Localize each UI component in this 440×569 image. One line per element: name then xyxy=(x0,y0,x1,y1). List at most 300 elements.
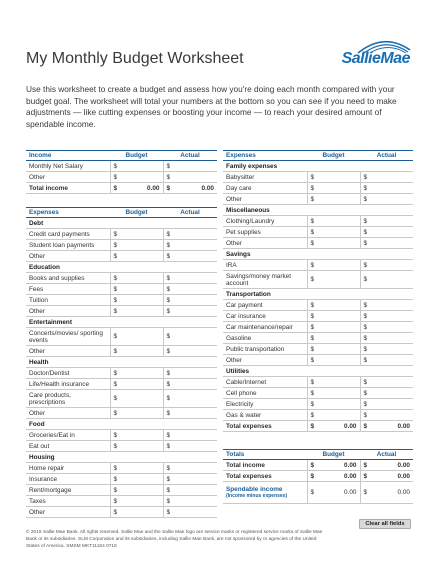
dollar-sign: $ xyxy=(166,307,171,315)
row-label: Car payment xyxy=(223,300,307,311)
right-expenses-table xyxy=(223,150,413,432)
budget-input-field[interactable] xyxy=(110,161,163,172)
row-label: Other xyxy=(26,172,110,183)
dollar-sign: $ xyxy=(113,395,118,402)
budget-column-header: Budget xyxy=(110,151,163,161)
dollar-sign: $ xyxy=(363,345,368,353)
dollar-sign: $ xyxy=(113,162,118,170)
row-label: Home repair xyxy=(26,463,110,474)
row-label: Other xyxy=(223,355,307,366)
actual-input-field[interactable] xyxy=(360,216,413,227)
budget-input-field[interactable] xyxy=(307,300,360,311)
budget-input-field[interactable] xyxy=(110,346,163,357)
category-label: Health xyxy=(26,357,217,368)
expense-row xyxy=(26,306,217,317)
dollar-sign: $ xyxy=(310,301,315,309)
budget-input-field[interactable] xyxy=(110,507,163,518)
budget-input-field[interactable] xyxy=(110,229,163,240)
row-label: Total expenses xyxy=(223,421,307,432)
budget-input-field[interactable] xyxy=(307,355,360,366)
expense-row xyxy=(26,368,217,379)
actual-input-field[interactable] xyxy=(360,172,413,183)
dollar-sign: $ xyxy=(113,431,118,439)
actual-input-field[interactable] xyxy=(360,355,413,366)
budget-column-header: Budget xyxy=(307,151,360,161)
actual-input-field[interactable] xyxy=(360,260,413,271)
budget-input-field[interactable] xyxy=(110,441,163,452)
dollar-sign: $ xyxy=(166,173,171,181)
dollar-sign: $ xyxy=(363,312,368,320)
income-row xyxy=(26,161,217,172)
budget-input-field[interactable] xyxy=(110,172,163,183)
category-label: Education xyxy=(26,262,217,273)
actual-input-field[interactable] xyxy=(163,430,217,441)
row-label: Babysitter xyxy=(223,172,307,183)
budget-input-field[interactable] xyxy=(110,408,163,419)
expense-row xyxy=(26,229,217,240)
actual-input-field[interactable] xyxy=(163,390,217,408)
budget-input-field[interactable] xyxy=(307,399,360,410)
budget-column-header: Budget xyxy=(110,208,163,218)
budget-input-field[interactable] xyxy=(110,306,163,317)
budget-input-field[interactable] xyxy=(110,273,163,284)
actual-input-field[interactable] xyxy=(163,474,217,485)
actual-value: 0.00 xyxy=(397,489,410,496)
expense-row xyxy=(223,311,413,322)
dollar-sign: $ xyxy=(363,217,368,225)
expense-row xyxy=(26,474,217,485)
budget-input-field[interactable] xyxy=(110,295,163,306)
actual-input-field[interactable] xyxy=(163,240,217,251)
dollar-sign: $ xyxy=(363,301,368,309)
dollar-sign: $ xyxy=(166,369,171,377)
category-label: Miscellaneous xyxy=(223,205,413,216)
budget-input-field[interactable] xyxy=(307,410,360,421)
budget-input-field[interactable] xyxy=(110,240,163,251)
dollar-sign: $ xyxy=(310,323,315,331)
actual-column-header: Actual xyxy=(163,208,217,218)
category-row xyxy=(26,262,217,273)
budget-input-field[interactable] xyxy=(307,227,360,238)
expense-row xyxy=(26,379,217,390)
actual-input-field[interactable] xyxy=(163,408,217,419)
row-label: Life/Health insurance xyxy=(26,379,110,390)
income-row xyxy=(26,172,217,183)
dollar-sign: $ xyxy=(310,400,315,408)
budget-input-field[interactable] xyxy=(307,183,360,194)
expense-row xyxy=(223,271,413,289)
row-label: Electricity xyxy=(223,399,307,410)
dollar-sign: $ xyxy=(166,431,171,439)
actual-input-field[interactable] xyxy=(360,333,413,344)
dollar-sign: $ xyxy=(363,378,368,386)
budget-input-field[interactable] xyxy=(307,322,360,333)
dollar-sign: $ xyxy=(166,486,171,494)
dollar-sign: $ xyxy=(363,184,368,192)
expense-row xyxy=(26,496,217,507)
actual-input-field xyxy=(360,421,413,432)
actual-input-field xyxy=(163,183,217,194)
row-label: Fees xyxy=(26,284,110,295)
expense-row xyxy=(26,507,217,518)
category-label: Entertainment xyxy=(26,317,217,328)
dollar-sign: $ xyxy=(166,333,171,340)
dollar-sign: $ xyxy=(166,508,171,516)
row-label: Doctor/Dentist xyxy=(26,368,110,379)
row-label: Credit card payments xyxy=(26,229,110,240)
actual-input-field[interactable] xyxy=(360,344,413,355)
row-label: Tuition xyxy=(26,295,110,306)
dollar-sign: $ xyxy=(166,241,171,249)
dollar-sign: $ xyxy=(113,347,118,355)
expense-row xyxy=(26,328,217,346)
page-header xyxy=(26,24,416,68)
actual-input-field[interactable] xyxy=(360,227,413,238)
row-label: Care products, prescriptions xyxy=(26,390,110,408)
dollar-sign: $ xyxy=(363,389,368,397)
dollar-sign: $ xyxy=(363,239,368,247)
category-label: Utilities xyxy=(223,366,413,377)
row-label: Other xyxy=(223,194,307,205)
dollar-sign: $ xyxy=(310,411,315,419)
expense-row xyxy=(223,333,413,344)
expenses-heading: Expenses xyxy=(26,208,110,218)
expense-row xyxy=(26,346,217,357)
dollar-sign: $ xyxy=(113,241,118,249)
category-row xyxy=(223,289,413,300)
income-heading: Income xyxy=(26,151,110,161)
budget-input-field[interactable] xyxy=(110,379,163,390)
dollar-sign: $ xyxy=(113,173,118,181)
row-label: Insurance xyxy=(26,474,110,485)
actual-input-field[interactable] xyxy=(360,410,413,421)
logo-text: SallieMae xyxy=(341,50,410,67)
expense-row xyxy=(223,172,413,183)
dollar-sign: $ xyxy=(363,411,368,419)
page-title: My Monthly Budget Worksheet xyxy=(26,50,244,67)
expense-row xyxy=(223,227,413,238)
row-label: Total expenses xyxy=(223,471,307,482)
actual-cell: $ 0.00 xyxy=(360,482,413,504)
dollar-sign: $ xyxy=(363,173,368,181)
budget-input-field[interactable] xyxy=(307,216,360,227)
row-label: Gasoline xyxy=(223,333,307,344)
category-row xyxy=(223,205,413,216)
actual-input-field[interactable] xyxy=(163,328,217,346)
dollar-sign: $ xyxy=(363,400,368,408)
actual-input-field[interactable] xyxy=(163,463,217,474)
expense-row xyxy=(223,260,413,271)
dollar-sign: $ xyxy=(113,307,118,315)
expenses-heading: Expenses xyxy=(223,151,307,161)
expense-row xyxy=(26,251,217,262)
budget-input-field[interactable] xyxy=(307,172,360,183)
totals-income-row xyxy=(223,460,413,471)
budget-input-field xyxy=(110,183,163,194)
actual-input-field[interactable] xyxy=(163,346,217,357)
expense-row xyxy=(26,408,217,419)
dollar-sign: $ xyxy=(310,345,315,353)
budget-input-field[interactable] xyxy=(307,344,360,355)
category-label: Savings xyxy=(223,249,413,260)
category-row xyxy=(223,366,413,377)
dollar-sign: $ xyxy=(166,497,171,505)
dollar-sign: $ xyxy=(363,228,368,236)
budget-cell: $ 0.00 xyxy=(307,460,360,471)
dollar-sign: $ xyxy=(310,217,315,225)
total-income-row xyxy=(26,183,217,194)
dollar-sign: $ xyxy=(166,475,171,483)
budget-input-field[interactable] xyxy=(110,496,163,507)
expense-row xyxy=(223,322,413,333)
actual-input-field[interactable] xyxy=(360,311,413,322)
budget-value: 0.00 xyxy=(344,422,357,430)
budget-input-field[interactable] xyxy=(110,328,163,346)
budget-input-field[interactable] xyxy=(307,333,360,344)
actual-input-field[interactable] xyxy=(360,388,413,399)
dollar-sign: $ xyxy=(363,422,368,430)
actual-input-field[interactable] xyxy=(360,399,413,410)
actual-input-field[interactable] xyxy=(360,322,413,333)
actual-input-field[interactable] xyxy=(163,306,217,317)
footer-legal-text: © 2015 Sallie Mae Bank. All rights reserved. Sallie Mae and the Sallie Mae logo are service marks or registered service marks of Sallie Mae Bank or its subsidiaries. SLM Corporation and its subsidiaries, including Sallie Mae Bank, are not sponsored by or agencies of the United States of America. SMSM MKT11164 0715 xyxy=(26,530,323,549)
row-label: IRA xyxy=(223,260,307,271)
dollar-sign: $ xyxy=(166,380,171,388)
dollar-sign: $ xyxy=(310,228,315,236)
spendable-sublabel: (Income minus expenses) xyxy=(226,492,288,499)
category-row xyxy=(26,218,217,229)
dollar-sign: $ xyxy=(113,464,118,472)
actual-value: 0.00 xyxy=(201,184,214,192)
category-row xyxy=(26,452,217,463)
income-table xyxy=(26,150,217,194)
actual-value: 0.00 xyxy=(397,461,410,469)
budget-value: 0.00 xyxy=(147,184,160,192)
dollar-sign: $ xyxy=(310,422,315,430)
actual-column-header: Actual xyxy=(163,151,217,161)
budget-input-field[interactable] xyxy=(110,390,163,408)
expense-row xyxy=(223,399,413,410)
dollar-sign: $ xyxy=(310,334,315,342)
row-label: Student loan payments xyxy=(26,240,110,251)
row-label: Day care xyxy=(223,183,307,194)
row-label: Clothing/Laundry xyxy=(223,216,307,227)
dollar-sign: $ xyxy=(113,252,118,260)
totals-heading: Totals xyxy=(223,450,307,460)
dollar-sign: $ xyxy=(166,442,171,450)
row-label: Other xyxy=(26,507,110,518)
category-label: Debt xyxy=(26,218,217,229)
actual-input-field[interactable] xyxy=(163,172,217,183)
row-label: Other xyxy=(26,251,110,262)
budget-input-field[interactable] xyxy=(110,430,163,441)
category-row xyxy=(26,357,217,368)
row-label: Cell phone xyxy=(223,388,307,399)
category-label: Housing xyxy=(26,452,217,463)
dollar-sign: $ xyxy=(113,369,118,377)
totals-table xyxy=(223,449,413,504)
row-label: Public transportation xyxy=(223,344,307,355)
row-label: Monthly Net Salary xyxy=(26,161,110,172)
expense-row xyxy=(223,410,413,421)
category-row xyxy=(223,161,413,172)
dollar-sign: $ xyxy=(363,195,368,203)
dollar-sign: $ xyxy=(363,356,368,364)
spendable-label: Spendable income xyxy=(226,485,283,493)
actual-input-field[interactable] xyxy=(163,229,217,240)
expense-row xyxy=(26,463,217,474)
budget-input-field[interactable] xyxy=(307,260,360,271)
category-row xyxy=(223,249,413,260)
actual-input-field[interactable] xyxy=(163,507,217,518)
row-label: Car insurance xyxy=(223,311,307,322)
budget-input-field[interactable] xyxy=(307,238,360,249)
dollar-sign: $ xyxy=(113,296,118,304)
actual-column-header: Actual xyxy=(360,151,413,161)
salliemae-logo xyxy=(321,38,416,68)
dollar-sign: $ xyxy=(363,334,368,342)
row-label: Eat out xyxy=(26,441,110,452)
row-label: Total income xyxy=(26,183,110,194)
dollar-sign: $ xyxy=(113,442,118,450)
dollar-sign: $ xyxy=(166,347,171,355)
actual-input-field[interactable] xyxy=(360,238,413,249)
dollar-sign: $ xyxy=(310,378,315,386)
expense-row xyxy=(26,240,217,251)
expense-row xyxy=(26,485,217,496)
expense-row xyxy=(223,344,413,355)
category-label: Food xyxy=(26,419,217,430)
actual-input-field[interactable] xyxy=(163,295,217,306)
budget-input-field[interactable] xyxy=(110,284,163,295)
dollar-sign: $ xyxy=(113,184,118,192)
dollar-sign: $ xyxy=(113,409,118,417)
dollar-sign: $ xyxy=(310,239,315,247)
dollar-sign: $ xyxy=(113,230,118,238)
actual-input-field[interactable] xyxy=(163,251,217,262)
expense-row xyxy=(223,183,413,194)
row-label: Car maintenance/repair xyxy=(223,322,307,333)
budget-value: 0.00 xyxy=(344,461,357,469)
budget-input-field[interactable] xyxy=(110,368,163,379)
budget-input-field[interactable] xyxy=(110,463,163,474)
budget-input-field[interactable] xyxy=(110,251,163,262)
clear-all-fields-button[interactable]: Clear all fields xyxy=(359,519,411,529)
dollar-sign: $ xyxy=(166,296,171,304)
row-label: Concerts/movies/ sporting events xyxy=(26,328,110,346)
dollar-sign: $ xyxy=(310,261,315,269)
dollar-sign: $ xyxy=(113,508,118,516)
dollar-sign: $ xyxy=(166,285,171,293)
row-label xyxy=(223,482,307,504)
dollar-sign: $ xyxy=(310,312,315,320)
expense-row xyxy=(223,377,413,388)
dollar-sign: $ xyxy=(310,356,315,364)
budget-input-field xyxy=(307,421,360,432)
actual-input-field[interactable] xyxy=(360,183,413,194)
total-expenses-row xyxy=(223,421,413,432)
budget-column-header: Budget xyxy=(307,450,360,460)
actual-input-field[interactable] xyxy=(360,300,413,311)
row-label: Savings/money market account xyxy=(223,271,307,289)
actual-input-field[interactable] xyxy=(360,194,413,205)
dollar-sign: $ xyxy=(363,261,368,269)
budget-input-field[interactable] xyxy=(307,311,360,322)
dollar-sign: $ xyxy=(310,276,315,283)
budget-input-field[interactable] xyxy=(307,194,360,205)
expense-row xyxy=(223,355,413,366)
budget-input-field[interactable] xyxy=(307,271,360,289)
dollar-sign: $ xyxy=(310,389,315,397)
dollar-sign: $ xyxy=(113,486,118,494)
actual-input-field[interactable] xyxy=(163,485,217,496)
actual-input-field[interactable] xyxy=(163,161,217,172)
actual-input-field[interactable] xyxy=(163,284,217,295)
dollar-sign: $ xyxy=(310,184,315,192)
category-row xyxy=(26,419,217,430)
actual-input-field[interactable] xyxy=(163,368,217,379)
actual-input-field[interactable] xyxy=(163,441,217,452)
dollar-sign: $ xyxy=(113,333,118,340)
expense-row xyxy=(223,194,413,205)
actual-input-field[interactable] xyxy=(163,379,217,390)
actual-input-field[interactable] xyxy=(163,496,217,507)
category-label: Transportation xyxy=(223,289,413,300)
dollar-sign: $ xyxy=(166,395,171,402)
dollar-sign: $ xyxy=(166,274,171,282)
expense-row xyxy=(26,284,217,295)
dollar-sign: $ xyxy=(113,475,118,483)
expense-row xyxy=(223,300,413,311)
expense-row xyxy=(26,390,217,408)
category-label: Family expenses xyxy=(223,161,413,172)
row-label: Other xyxy=(26,346,110,357)
dollar-sign: $ xyxy=(166,230,171,238)
expense-row xyxy=(223,238,413,249)
row-label: Books and supplies xyxy=(26,273,110,284)
dollar-sign: $ xyxy=(166,184,171,192)
row-label: Other xyxy=(26,306,110,317)
expense-row xyxy=(26,295,217,306)
expense-row xyxy=(26,430,217,441)
budget-value: 0.00 xyxy=(344,489,357,496)
expense-row xyxy=(26,441,217,452)
actual-cell: $ 0.00 xyxy=(360,471,413,482)
dollar-sign: $ xyxy=(113,380,118,388)
actual-input-field[interactable] xyxy=(360,271,413,289)
dollar-sign: $ xyxy=(310,195,315,203)
dollar-sign: $ xyxy=(310,173,315,181)
category-row xyxy=(26,317,217,328)
dollar-sign: $ xyxy=(363,276,368,283)
budget-input-field[interactable] xyxy=(110,474,163,485)
budget-input-field[interactable] xyxy=(307,388,360,399)
dollar-sign: $ xyxy=(113,274,118,282)
budget-input-field[interactable] xyxy=(307,377,360,388)
budget-input-field[interactable] xyxy=(110,485,163,496)
row-label: Cable/Internet xyxy=(223,377,307,388)
actual-column-header: Actual xyxy=(360,450,413,460)
row-label: Other xyxy=(26,408,110,419)
actual-input-field[interactable] xyxy=(163,273,217,284)
dollar-sign: $ xyxy=(113,497,118,505)
totals-expenses-row xyxy=(223,471,413,482)
actual-input-field[interactable] xyxy=(360,377,413,388)
expense-row xyxy=(26,273,217,284)
row-label: Taxes xyxy=(26,496,110,507)
budget-cell: $ 0.00 xyxy=(307,482,360,504)
dollar-sign: $ xyxy=(363,323,368,331)
